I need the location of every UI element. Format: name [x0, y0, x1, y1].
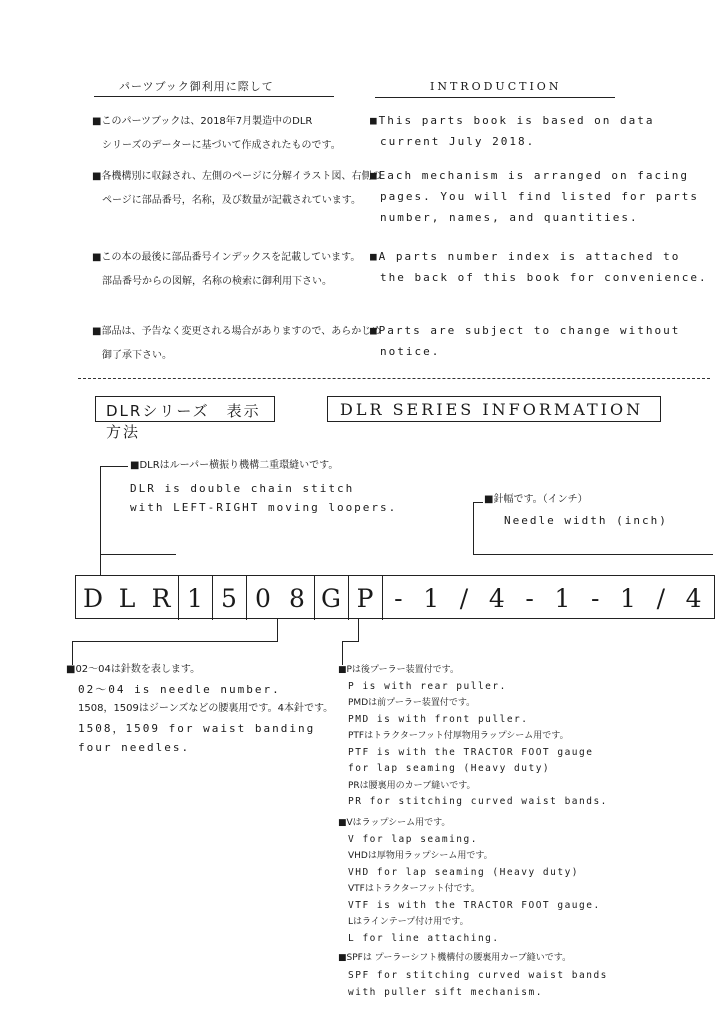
needle-num-line-1: ■02～04は針数を表します。 [66, 664, 201, 675]
intro-item-en-line: ■A parts number index is attached to [370, 250, 681, 263]
intro-jp-title: パーツブック御利用に際して [119, 80, 274, 93]
model-char: 4 [685, 583, 702, 613]
intro-item-en-line: notice. [380, 345, 441, 358]
intro-item-jp-line: ■各機構別に収録され、左側のページに分解イラスト図、右側の [92, 171, 382, 182]
needle-connector-bar [473, 554, 713, 555]
intro-item-jp [92, 246, 360, 294]
intro-item-jp [92, 320, 381, 368]
v-notes-line: VTF is with the TRACTOR FOOT gauge. [348, 899, 601, 911]
intro-item-en [370, 110, 655, 152]
needle-num-line-2: 02～04 is needle number. [78, 683, 281, 696]
intro-item-en-line: ■Parts are subject to change without [370, 324, 681, 337]
dlr-note-en-2: with LEFT-RIGHT moving loopers. [130, 501, 398, 514]
model-char: 1 [187, 583, 203, 613]
v-notes-line: ■Vはラップシーム用です。 [338, 818, 451, 828]
series-en-box [327, 396, 661, 422]
model-char: L [118, 583, 136, 613]
p-notes-line: ■Pは後プーラー装置付です。 [338, 665, 459, 675]
series-en-box-label: DLR SERIES INFORMATION [340, 400, 644, 419]
intro-item-en-line: the back of this book for convenience. [380, 271, 708, 284]
needle-num-connector-h [72, 641, 278, 642]
p-notes-line: P is with rear puller. [348, 680, 507, 692]
v-notes-line: L for line attaching. [348, 932, 500, 944]
dashed-separator [78, 378, 710, 379]
intro-item-en-line: ■This parts book is based on data [370, 114, 655, 127]
model-char: G [321, 583, 341, 613]
intro-item-jp [92, 165, 382, 213]
model-char: 4 [488, 583, 505, 613]
intro-en-title-underline [375, 97, 615, 98]
dlr-note-jp: ■DLRはルーパー横振り機構二重環縫いです。 [130, 460, 339, 471]
intro-item-en-line: current July 2018. [380, 135, 536, 148]
dlr-connector-v [100, 466, 101, 576]
dlr-connector-bar [100, 554, 176, 555]
model-char: P [356, 583, 374, 613]
p-notes-line: for lap seaming (Heavy duty) [348, 763, 551, 774]
model-char: / [656, 583, 665, 613]
p-notes-line: PRは腰裏用のカーブ縫いです。 [348, 780, 476, 791]
series-jp-box-label: DLRシリーズ 表示方法 [106, 402, 261, 441]
spf-notes [338, 950, 608, 1001]
intro-item-en-line: pages. You will find listed for parts [380, 190, 700, 203]
p-notes [338, 662, 608, 811]
model-char: 1 [423, 583, 440, 613]
dlr-connector-h [100, 466, 128, 467]
v-notes-line: VHDは厚物用ラップシーム用です。 [348, 851, 493, 861]
intro-item-jp-line: 部品番号からの図解，名称の検索に御利用下さい。 [102, 276, 332, 287]
spf-notes-line: with puller sift mechanism. [348, 987, 543, 998]
spf-notes-line: SPF for stitching curved waist bands [348, 970, 608, 981]
dlr-note-en-1: DLR is double chain stitch [130, 482, 355, 495]
spf-notes-line: ■SPFは プーラーシフト機構付の腰裏用カーブ縫いです。 [338, 953, 572, 963]
needle-num-line-5: four needles. [78, 741, 191, 754]
intro-jp-title-underline [94, 96, 334, 97]
intro-item-jp-line: ■このパーツブックは、2018年7月製造中のDLR [92, 116, 313, 127]
dlr-note [130, 458, 397, 517]
model-char: - [590, 583, 600, 613]
needle-width-jp: ■針幅です。（インチ） [484, 494, 588, 505]
model-char: D [82, 583, 104, 613]
p-notes-line: PTF is with the TRACTOR FOOT gauge [348, 746, 594, 758]
model-char: 8 [289, 583, 305, 613]
v-notes-line: V for lap seaming. [348, 833, 478, 845]
model-char: 1 [620, 583, 636, 613]
v-notes-line: VTFはトラクターフット付です。 [348, 884, 480, 894]
p-connector-h [342, 641, 359, 642]
intro-item-en [370, 246, 708, 288]
intro-item-en-line: ■Each mechanism is arranged on facing [370, 169, 690, 182]
needle-width-note [484, 492, 668, 530]
model-code-box [75, 575, 715, 619]
p-notes-line: PMDは前プーラー装置付です。 [348, 698, 476, 708]
intro-item-jp-line: ■この本の最後に部品番号インデックスを記載しています。 [92, 252, 361, 263]
needle-connector-v [473, 502, 474, 554]
needle-connector-h [473, 502, 483, 503]
model-char: - [394, 583, 403, 613]
intro-item-en [370, 320, 680, 362]
model-char: 0 [255, 583, 271, 613]
p-notes-line: PR for stitching curved waist bands. [348, 796, 608, 807]
model-char: 5 [221, 583, 237, 613]
series-jp-box [95, 396, 275, 441]
intro-item-jp-line: シリーズのデーターに基づいて作成されたものです。 [102, 140, 341, 151]
needle-num-notes [66, 660, 333, 757]
model-char: / [459, 583, 469, 613]
intro-item-jp-line: ページに部品番号，名称，及び数量が記載されています。 [102, 195, 361, 206]
intro-item-jp [92, 110, 341, 158]
v-notes-line: Lはラインテープ付け用です。 [348, 917, 469, 927]
model-char: 1 [554, 583, 571, 613]
p-notes-line: PMD is with front puller. [348, 713, 529, 725]
model-char: - [525, 583, 534, 613]
intro-item-jp-line: ■部品は、予告なく変更される場合がありますので、あらかじめ [92, 326, 382, 337]
intro-en-title: INTRODUCTION [430, 80, 562, 93]
intro-item-en-line: number, names, and quantities. [380, 211, 639, 224]
needle-width-en: Needle width (inch) [504, 514, 668, 527]
v-notes [338, 815, 601, 947]
v-notes-line: VHD for lap seaming (Heavy duty) [348, 866, 580, 878]
needle-num-line-4: 1508，1509 for waist banding [78, 722, 316, 735]
p-connector-v [358, 619, 359, 641]
needle-num-line-3: 1508，1509はジーンズなどの腰裏用です。4本針です。 [78, 703, 334, 714]
needle-num-connector-v [277, 619, 278, 641]
intro-item-en [370, 165, 699, 228]
intro-item-jp-line: 御了承下さい。 [102, 350, 172, 361]
model-char: R [151, 583, 171, 613]
p-notes-line: PTFはトラクターフット付厚物用ラップシーム用です。 [348, 731, 569, 741]
